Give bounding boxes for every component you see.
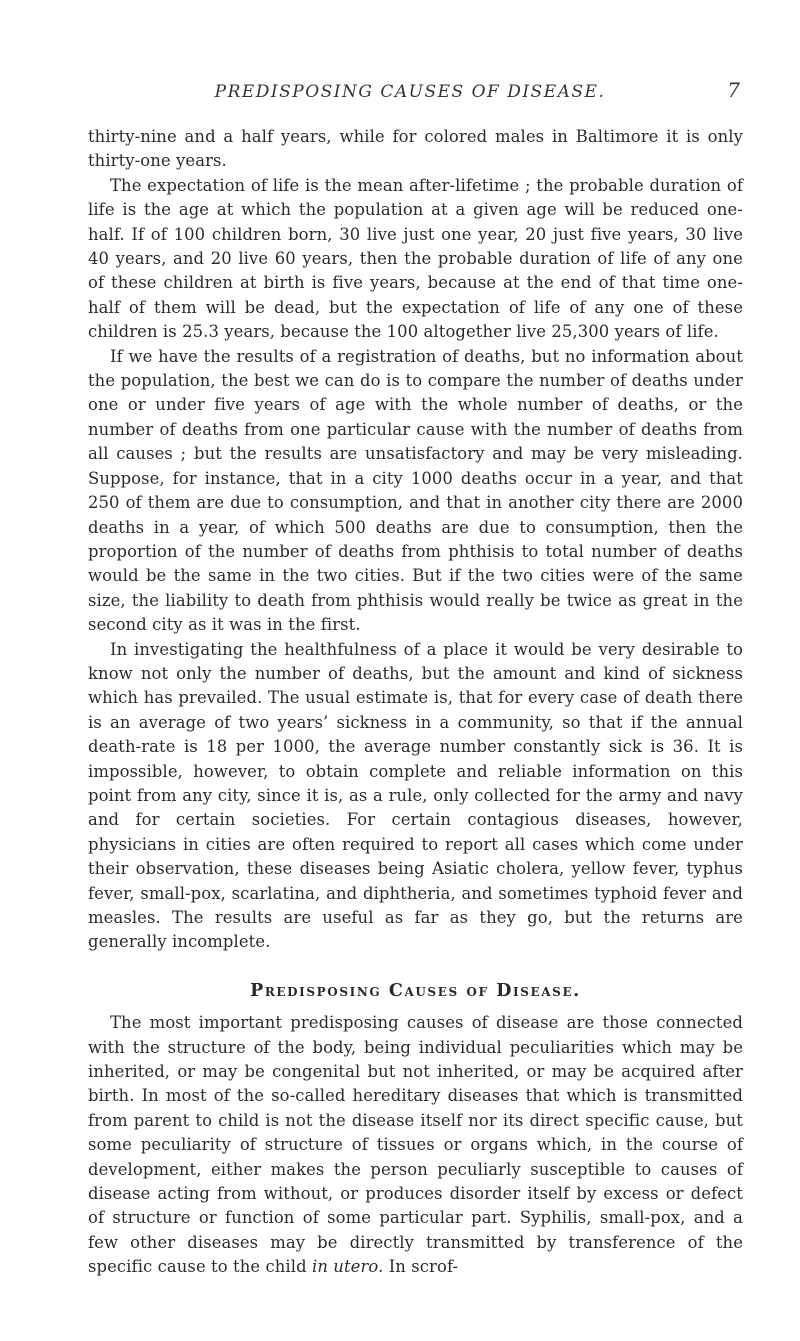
paragraph-predisposing-causes bbox=[88, 1011, 743, 1279]
paragraph-healthfulness: In investigating the healthfulness of a place it would be very desirable to know not only the number of deaths, but the amount and kind of sickness which has prevailed. The usual estimate is, that for every case of death there is an average of two years’ sickness in a community, so that if the annual death-rate is 18 per 1000, the average number constantly sick is 36. It is impossible, however, to obtain complete and reliable information on this point from any city, since it is, as a rule, only collected for the army and navy and for certain societies. For certain contagious diseases, however, physicians in cities are often required to report all cases which come under their observation, these diseases being Asiatic cholera, yellow fever, typhus fever, small-pox, scarlatina, and diphtheria, and sometimes typhoid fever and measles. The results are useful as far as they go, but the returns are generally incomplete. bbox=[88, 639, 743, 952]
page-number: 7 bbox=[727, 78, 740, 102]
italic-phrase: in utero. bbox=[312, 1257, 384, 1277]
paragraph-continuation: thirty-nine and a half years, while for colored males in Baltimore it is only thirty-one years. bbox=[88, 127, 743, 171]
paragraph-tail: In scrof- bbox=[388, 1257, 459, 1277]
section-heading: Predisposing Causes of Disease. bbox=[250, 980, 581, 1001]
running-title: PREDISPOSING CAUSES OF DISEASE. bbox=[214, 82, 606, 102]
running-head bbox=[80, 76, 740, 106]
paragraph-expectation-of-life: The expectation of life is the mean after-lifetime ; the probable duration of life is the age at which the population at a given age will be reduced one-half. If of 100 children born, 30 live just one year, 20 just five years, 30 live 40 years, and 20 live 60 years, then the probable duration of life of any one of these children at birth is five years, because at the end of that time one-half of them will be dead, but the expectation of life of any one of these children is 25.3 years, because the 100 altogether live 25,300 years of life. bbox=[88, 175, 743, 342]
paragraph-registration-of-deaths: If we have the results of a registration of deaths, but no information about the population, the best we can do is to compare the number of deaths under one or under five years of age with the whole number of deaths, or the number of deaths from one particular cause with the number of deaths from all causes ; but the results are unsatisfactory and may be very misleading. Suppose, for instance, that in a city 1000 deaths occur in a year, and that 250 of them are due to consumption, and that in another city there are 2000 deaths in a year, of which 500 deaths are due to consumption, then the proportion of the number of deaths from phthisis to total number of deaths would be the same in the two cities. But if the two cities were of the same size, the liability to death from phthisis would really be twice as great in the second city as it was in the first. bbox=[88, 346, 743, 635]
paragraph-text: The most important predisposing causes of disease are those connected with the structure of the body, being individual peculiarities which may be inherited, or may be congenital but not inherited, or may be acquired after birth. In most of the so-called hereditary diseases that which is transmitted from parent to child is not the disease itself nor its direct specific cause, but some peculiarity of structure of tissues or organs which, in the course of development, either makes the person peculiarly susceptible to causes of disease acting from without, or produces disorder itself by excess or defect of structure or function of some particular part. Syphilis, small-pox, and a few other diseases may be directly transmitted by transference of the specific cause to the child bbox=[88, 1013, 743, 1277]
body-text bbox=[88, 125, 743, 1280]
